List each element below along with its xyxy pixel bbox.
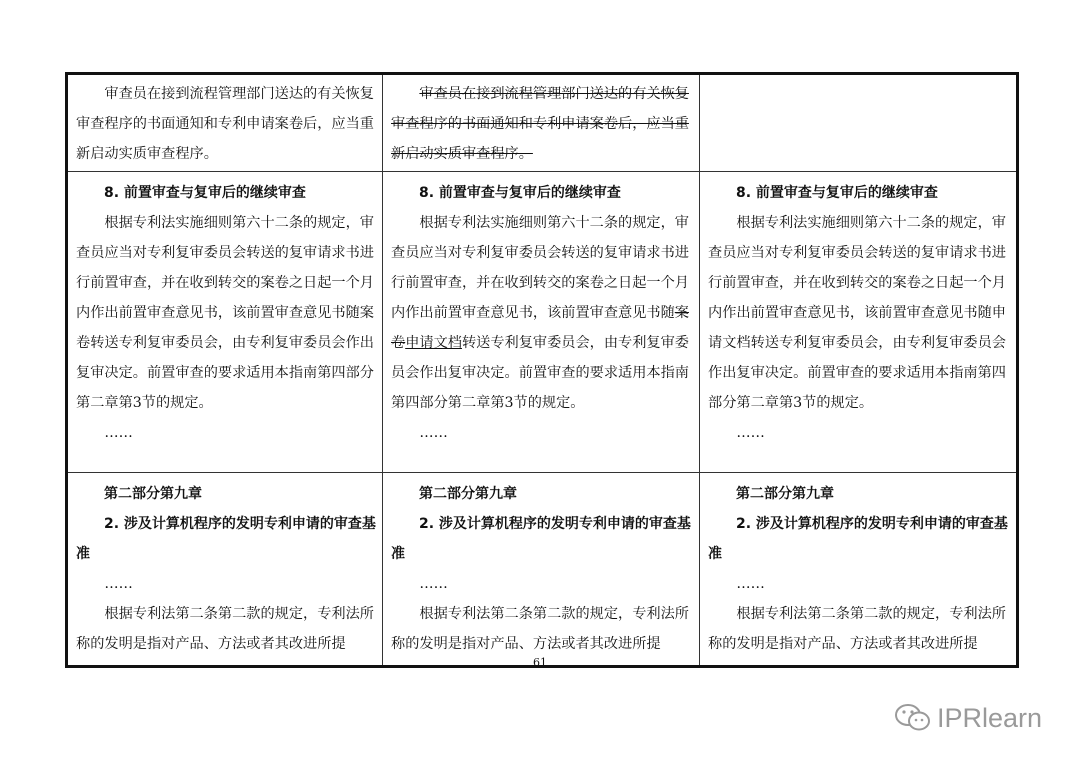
cell-final bbox=[700, 74, 1018, 172]
cell-revised-draft bbox=[383, 473, 700, 667]
ellipsis: …… bbox=[104, 425, 133, 441]
body-before: 根据专利法实施细则第六十二条的规定，审查员应当对专利复审委员会转送的复审请求书进行前置审查，并在收到转交的案卷之日起一个月内作出前置审查意见书，该前置审查意见书随 bbox=[391, 215, 689, 321]
chapter-heading: 第二部分第九章 bbox=[736, 486, 834, 502]
section-body: 根据专利法第二条第二款的规定，专利法所称的发明是指对产品、方法或者其改进所提 bbox=[76, 606, 374, 652]
cell-original bbox=[67, 172, 383, 473]
deleted-restart-text: 审查员在接到流程管理部门送达的有关恢复审查程序的书面通知和专利申请案卷后，应当重新启动实质审查程序。 bbox=[391, 86, 689, 162]
watermark-text: IPRlearn bbox=[937, 702, 1043, 733]
section-heading: 8. 前置审查与复审后的继续审查 bbox=[104, 185, 306, 201]
table-row bbox=[67, 172, 1018, 473]
table-row bbox=[67, 74, 1018, 172]
cell-revised-draft bbox=[383, 172, 700, 473]
ellipsis: …… bbox=[419, 576, 448, 592]
section-body: 根据专利法实施细则第六十二条的规定，审查员应当对专利复审委员会转送的复审请求书进行前置审查，并在收到转交的案卷之日起一个月内作出前置审查意见书，该前置审查意见书随案卷转送专利复审委员会，由专利复审委员会作出复审决定。前置审查的要求适用本指南第四部分第二章第3节的规定。 bbox=[76, 215, 374, 411]
ellipsis: …… bbox=[736, 576, 765, 592]
deleted-text: 案卷 bbox=[391, 305, 689, 351]
section-heading: 2. 涉及计算机程序的发明专利申请的审查基准 bbox=[708, 516, 1008, 562]
cell-revised-draft bbox=[383, 74, 700, 172]
section-body: 根据专利法第二条第二款的规定，专利法所称的发明是指对产品、方法或者其改进所提 bbox=[708, 606, 1006, 652]
ellipsis: …… bbox=[419, 425, 448, 441]
chapter-heading: 第二部分第九章 bbox=[419, 486, 517, 502]
cell-final bbox=[700, 473, 1018, 667]
body-after: 转送专利复审委员会，由专利复审委员会作出复审决定。前置审查的要求适用本指南第四部分第二章第3节的规定。 bbox=[391, 335, 689, 411]
comparison-table bbox=[65, 72, 1019, 668]
cell-final bbox=[700, 172, 1018, 473]
cell-original bbox=[67, 74, 383, 172]
section-body: 根据专利法实施细则第六十二条的规定，审查员应当对专利复审委员会转送的复审请求书进行前置审查，并在收到转交的案卷之日起一个月内作出前置审查意见书，该前置审查意见书随申请文档转送专利复审委员会，由专利复审委员会作出复审决定。前置审查的要求适用本指南第四部分第二章第3节的规定。 bbox=[708, 215, 1006, 411]
page-number: 61 bbox=[533, 656, 547, 669]
section-heading: 2. 涉及计算机程序的发明专利申请的审查基准 bbox=[391, 516, 691, 562]
cell-original bbox=[67, 473, 383, 667]
ellipsis: …… bbox=[736, 425, 765, 441]
chapter-heading: 第二部分第九章 bbox=[104, 486, 202, 502]
restart-examination-text: 审查员在接到流程管理部门送达的有关恢复审查程序的书面通知和专利申请案卷后，应当重新启动实质审查程序。 bbox=[76, 86, 374, 162]
section-body-revised bbox=[391, 208, 693, 418]
section-heading: 8. 前置审查与复审后的继续审查 bbox=[736, 185, 938, 201]
section-heading: 2. 涉及计算机程序的发明专利申请的审查基准 bbox=[76, 516, 376, 562]
inserted-text: 申请文档 bbox=[405, 335, 462, 351]
section-heading: 8. 前置审查与复审后的继续审查 bbox=[419, 185, 621, 201]
table-row bbox=[67, 473, 1018, 667]
ellipsis: …… bbox=[104, 576, 133, 592]
watermark bbox=[893, 701, 1042, 735]
wechat-icon bbox=[893, 701, 933, 735]
section-body: 根据专利法第二条第二款的规定，专利法所称的发明是指对产品、方法或者其改进所提 bbox=[391, 606, 689, 652]
